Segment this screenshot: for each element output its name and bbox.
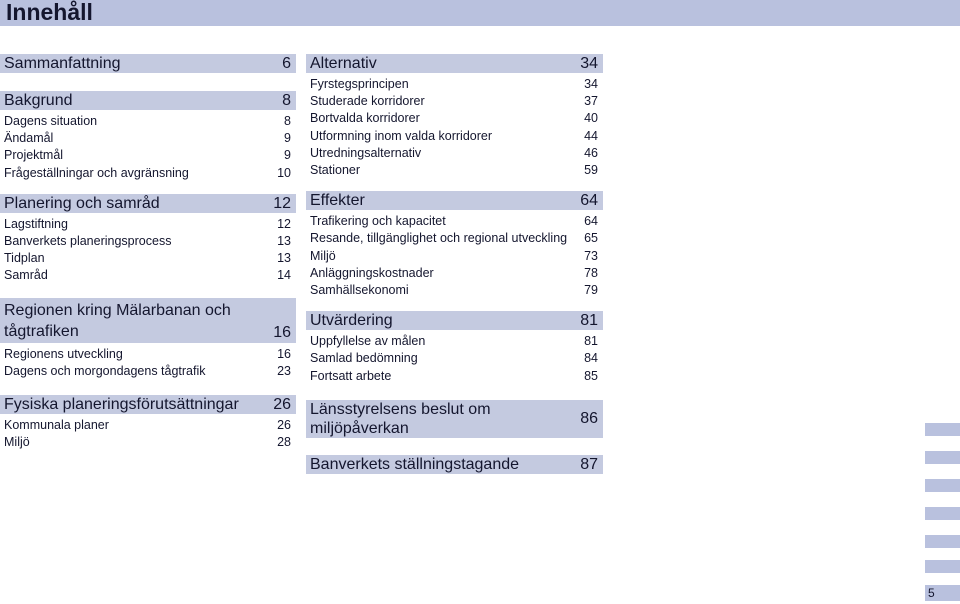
toc-item[interactable] (310, 333, 598, 350)
toc-section-heading[interactable] (306, 54, 603, 73)
toc-item-label: Samhällsekonomi (310, 283, 409, 298)
toc-item-label: Tidplan (4, 251, 45, 266)
toc-item[interactable] (310, 368, 598, 385)
toc-section-regionen (0, 298, 296, 380)
toc-section-page: 87 (580, 455, 598, 473)
toc-item[interactable] (310, 162, 598, 179)
toc-section-planering (0, 194, 296, 285)
toc-section-heading[interactable] (306, 311, 603, 330)
toc-item-label: Regionens utveckling (4, 346, 123, 361)
toc-item-label: Uppfyllelse av målen (310, 334, 426, 349)
toc-section-bakgrund (0, 91, 296, 182)
toc-section-fysiska (0, 395, 296, 451)
toc-item[interactable] (310, 128, 598, 145)
toc-item[interactable] (4, 267, 291, 284)
toc-item[interactable] (4, 346, 291, 363)
page-title: Innehåll (6, 0, 93, 25)
toc-item[interactable] (4, 147, 291, 164)
sidebar-tab-2 (925, 451, 960, 464)
toc-item-label: Studerade korridorer (310, 94, 425, 109)
toc-item-label: Dagens situation (4, 114, 98, 128)
toc-item-page: 78 (584, 265, 598, 280)
toc-section-banverket (306, 455, 603, 474)
toc-item-page: 73 (584, 248, 598, 263)
toc-item-page: 40 (584, 111, 598, 126)
page-number: 5 (925, 585, 960, 601)
toc-item[interactable] (4, 434, 291, 451)
sidebar-tab-6 (925, 560, 960, 573)
toc-section-title: Bakgrund (4, 92, 73, 109)
toc-section-title: Effekter (310, 192, 365, 210)
toc-section-page: 81 (580, 312, 598, 330)
toc-section-page: 8 (282, 92, 291, 109)
sidebar-tab-1 (925, 423, 960, 436)
toc-item-label: Frågeställningar och avgränsning (4, 165, 189, 180)
toc-item-label: Utformning inom valda korridorer (310, 128, 493, 143)
toc-item-page: 9 (284, 131, 291, 146)
toc-section-title: Sammanfattning (4, 55, 121, 72)
toc-item-page: 16 (277, 346, 291, 361)
sidebar-tab-5 (925, 535, 960, 548)
toc-item-label: Projektmål (4, 148, 64, 163)
toc-item[interactable] (310, 76, 598, 93)
toc-item-page: 85 (584, 368, 598, 383)
toc-item[interactable] (310, 213, 598, 230)
toc-item[interactable] (4, 113, 291, 130)
toc-item-page: 34 (584, 77, 598, 91)
toc-section-title-line2: tågtrafiken (4, 322, 79, 340)
toc-section-heading[interactable] (0, 298, 296, 343)
header-bar (0, 0, 960, 26)
toc-section-title: Fysiska planeringsförutsättningar (4, 396, 239, 414)
toc-item-page: 28 (277, 435, 291, 450)
toc-item-label: Miljö (4, 435, 30, 450)
toc-left-column (0, 53, 296, 451)
toc-section-page: 16 (273, 323, 291, 341)
toc-item-page: 59 (584, 163, 598, 178)
toc-section-page: 64 (580, 192, 598, 210)
toc-right-column (306, 53, 603, 474)
toc-section-page: 26 (273, 396, 291, 414)
toc-section-heading[interactable] (0, 395, 296, 414)
toc-item-page: 13 (277, 234, 291, 249)
toc-section-title: Planering och samråd (4, 194, 160, 212)
toc-item-label: Miljö (310, 248, 336, 263)
toc-item-page: 46 (584, 145, 598, 160)
toc-section-heading[interactable] (306, 400, 603, 438)
toc-item[interactable] (310, 265, 598, 282)
toc-item-page: 37 (584, 94, 598, 109)
toc-item-page: 26 (277, 418, 291, 433)
toc-item-page: 14 (277, 268, 291, 283)
toc-item-label: Samlad bedömning (310, 351, 418, 366)
toc-item-label: Trafikering och kapacitet (310, 214, 446, 229)
sidebar-tab-3 (925, 479, 960, 492)
toc-section-page: 86 (580, 410, 598, 428)
toc-item-label: Fortsatt arbete (310, 368, 392, 383)
toc-item-page: 13 (277, 251, 291, 266)
toc-section-effekter (306, 191, 603, 299)
toc-item[interactable] (310, 350, 598, 367)
toc-item[interactable] (4, 233, 291, 250)
toc-item[interactable] (310, 110, 598, 127)
toc-item-page: 9 (284, 148, 291, 163)
toc-item[interactable] (4, 250, 291, 267)
toc-section-heading[interactable] (0, 54, 296, 73)
toc-item[interactable] (4, 417, 291, 434)
toc-item-label: Bortvalda korridorer (310, 111, 420, 126)
toc-section-title-line1: Regionen kring Mälarbanan och (4, 301, 231, 319)
toc-item[interactable] (4, 165, 291, 182)
toc-item[interactable] (4, 216, 291, 233)
toc-item-page: 10 (277, 165, 291, 180)
toc-item-label: Lagstiftning (4, 216, 68, 231)
toc-item-page: 64 (584, 214, 598, 229)
toc-item-label: Kommunala planer (4, 418, 109, 433)
toc-section-page: 6 (282, 55, 291, 72)
sidebar-tab-4 (925, 507, 960, 520)
toc-section-page: 12 (273, 194, 291, 212)
toc-item[interactable] (310, 248, 598, 265)
toc-section-page: 34 (580, 55, 598, 72)
toc-item[interactable] (310, 282, 598, 299)
toc-item-label: Utredningsalternativ (310, 145, 422, 160)
toc-item-label: Banverkets planeringsprocess (4, 234, 172, 249)
toc-item[interactable] (310, 230, 598, 247)
toc-item-label: Resande, tillgänglighet och regional utveckling (310, 231, 568, 246)
toc-section-title: Alternativ (310, 55, 377, 72)
toc-item-page: 23 (277, 363, 291, 378)
toc-item[interactable] (310, 93, 598, 110)
toc-section-sammanfattning (0, 54, 296, 73)
toc-section-title: Banverkets ställningstagande (310, 455, 520, 473)
toc-item-page: 84 (584, 351, 598, 366)
toc-section-heading[interactable] (306, 191, 603, 210)
toc-section-lansstyrelsen (306, 400, 603, 438)
toc-item-page: 65 (584, 231, 598, 246)
toc-section-heading[interactable] (0, 91, 296, 110)
toc-item-page: 8 (284, 114, 291, 128)
toc-section-title: Länsstyrelsens beslut om miljöpåverkan (310, 400, 491, 437)
toc-item-label: Samråd (4, 268, 48, 283)
toc-section-title: Utvärdering (310, 312, 393, 330)
toc-item-label: Fyrstegsprincipen (310, 77, 409, 91)
toc-section-utvardering (306, 311, 603, 385)
toc-section-heading[interactable] (0, 194, 296, 213)
toc-item-label: Ändamål (4, 131, 54, 146)
toc-item-page: 81 (584, 334, 598, 349)
toc-item-page: 44 (584, 128, 598, 143)
toc-section-heading[interactable] (306, 455, 603, 474)
toc-section-alternativ (306, 54, 603, 179)
toc-item-label: Dagens och morgondagens tågtrafik (4, 363, 206, 378)
toc-item[interactable] (4, 363, 291, 380)
toc-item-page: 12 (277, 216, 291, 231)
toc-item-label: Stationer (310, 163, 361, 178)
toc-item-page: 79 (584, 283, 598, 298)
toc-item[interactable] (310, 145, 598, 162)
toc-item[interactable] (4, 130, 291, 147)
toc-item-label: Anläggningskostnader (310, 265, 434, 280)
